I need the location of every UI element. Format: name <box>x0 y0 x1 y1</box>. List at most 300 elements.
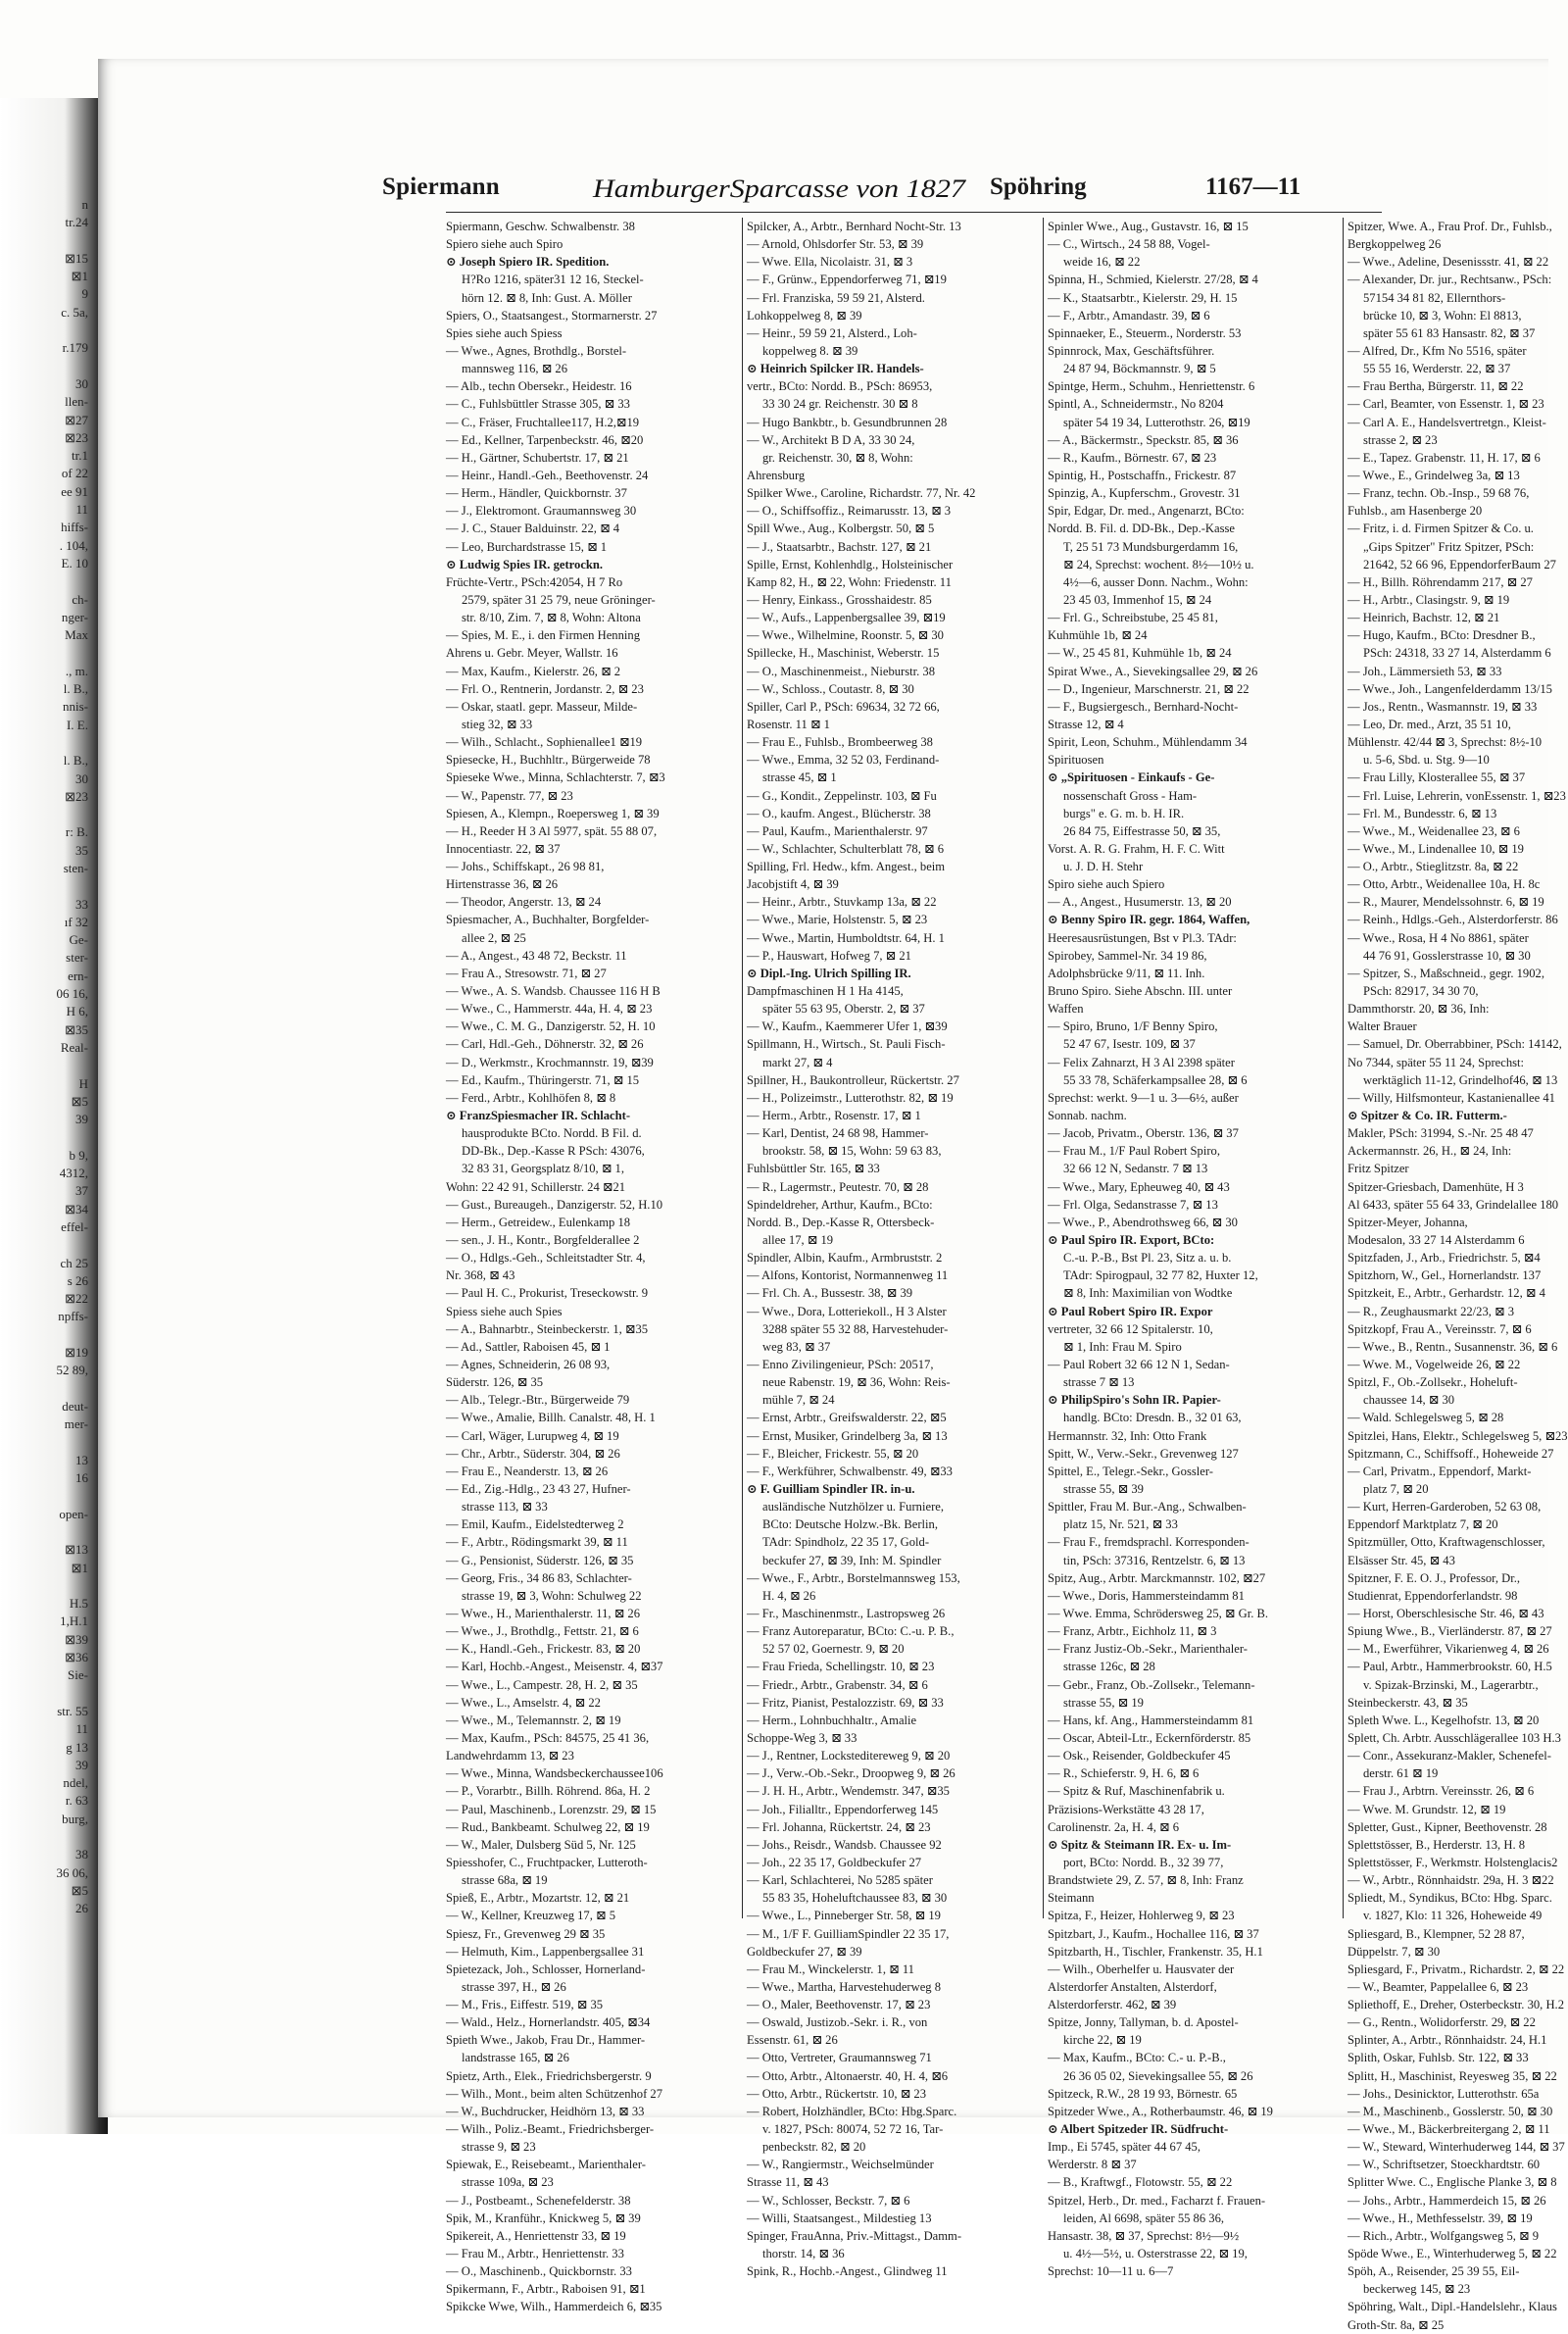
sparcasse-logo <box>583 162 975 211</box>
directory-entry-line: Nordd. B. Fil. d. DD-Bk., Dep.-Kasse <box>1048 521 1235 536</box>
directory-entry-line: Goldbeckufer 27, ⊠ 39 <box>747 1944 862 1959</box>
directory-entry-line: — Otto, Arbtr., Weidenallee 10a, H. 8c <box>1348 877 1541 892</box>
directory-entry-line: Spitzeck, R.W., 28 19 93, Börnestr. 65 <box>1048 2086 1238 2101</box>
directory-entry-line: — Oskar, staatl. gepr. Masseur, Milde- <box>446 699 638 714</box>
directory-entry-line: hörn 12. ⊠ 8, Inh: Gust. A. Möller <box>462 290 632 305</box>
directory-entry-line: — Wwe., Emma, 32 52 03, Ferdinand- <box>747 753 940 768</box>
directory-entry-line: Spikermann, F., Arbtr., Raboisen 91, ⊠1 <box>446 2282 646 2297</box>
previous-page-fragment-line: ch- <box>72 591 88 607</box>
directory-entry-line: — Paul, Arbtr., Hammerbrookstr. 60, H.5 <box>1348 1660 1552 1674</box>
previous-page-fragment-line: Real- <box>60 1039 88 1055</box>
directory-entry-line: — W., Beamter, Pappelallee 6, ⊠ 23 <box>1348 1979 1529 1994</box>
directory-entry-line: — Franz Autoreparatur, BCto: C.-u. P. B., <box>747 1624 955 1639</box>
directory-entry-line: Spitzeder Wwe., A., Rotherbaumstr. 46, ⊠ 19 <box>1048 2104 1273 2118</box>
directory-entry-line: — R., Maurer, Mendelssohnstr. 6, ⊠ 19 <box>1348 895 1544 910</box>
previous-page-fragment-line: ⊠13 <box>65 1542 88 1558</box>
directory-entry-line: — Paul, Maschinenb., Lorenzstr. 29, ⊠ 15 <box>446 1802 657 1816</box>
directory-entry-line: strasse 9, ⊠ 23 <box>462 2140 536 2155</box>
directory-entry-line: Splettstösser, F., Werkmstr. Holstenglacis2 <box>1348 1855 1558 1869</box>
previous-page-fragment-line: effel- <box>61 1218 88 1234</box>
directory-entry-line: allee 2, ⊠ 25 <box>462 930 526 945</box>
directory-entry-line: — Otto, Arbtr., Altonaerstr. 40, H. 4, ⊠6 <box>747 2068 949 2083</box>
directory-entry-line: markt 27, ⊠ 4 <box>762 1055 833 1069</box>
directory-entry-line: — Paul Robert 32 66 12 N 1, Sedan- <box>1048 1358 1230 1371</box>
directory-entry-line: — Frau Lilly, Klosterallee 55, ⊠ 37 <box>1348 770 1526 785</box>
directory-column-3 <box>1048 218 1338 2279</box>
previous-page-fragment-line: 39 <box>75 1112 88 1127</box>
directory-entry-line: Essenstr. 61, ⊠ 26 <box>747 2033 838 2048</box>
directory-entry-line: Strasse 11, ⊠ 43 <box>747 2175 829 2190</box>
directory-entry-line: Spirituosen <box>1048 753 1104 768</box>
directory-entry-line: — Frau F., fremdsprachl. Korresponden- <box>1048 1535 1250 1550</box>
previous-page-fragment-line: ⊠36 <box>65 1650 88 1665</box>
directory-entry-line: — Alfons, Kontorist, Normannenweg 11 <box>747 1268 949 1283</box>
directory-entry-line: H?Ro 1216, später31 12 16, Steckel- <box>462 273 644 287</box>
previous-page-fragment-line <box>0 1487 88 1505</box>
header-last-entry: Spöhring <box>990 174 1087 200</box>
previous-page-fragment-line: g 13 <box>66 1739 88 1755</box>
directory-entry-line: später 54 19 34, Lutterothstr. 26, ⊠19 <box>1063 415 1250 429</box>
directory-entry-line: — sen., J. H., Kontr., Borgfelderallee 2 <box>446 1233 640 1248</box>
directory-entry-line: Spiesecke, H., Buchhltr., Bürgerweide 78 <box>446 753 651 768</box>
previous-page-fragment-line: ⊠35 <box>65 1021 88 1037</box>
directory-entry-line: Spitzkopf, Frau A., Vereinsstr. 7, ⊠ 6 <box>1348 1321 1532 1336</box>
directory-entry-line: Waffen <box>1048 1002 1084 1017</box>
directory-entry-line: weide 16, ⊠ 22 <box>1063 255 1141 270</box>
previous-page-fragment-line <box>0 1380 88 1398</box>
directory-entry-line: — C., Fräser, Fruchtallee117, H.2,⊠19 <box>446 415 640 429</box>
directory-entry-line: strasse 2, ⊠ 23 <box>1363 432 1438 447</box>
directory-entry-line: — Hans, kf. Ang., Hammersteindamm 81 <box>1048 1713 1254 1727</box>
previous-page-fragment-line: 35 <box>75 842 88 858</box>
directory-entry-line: — Wwe. M. Grundstr. 12, ⊠ 19 <box>1348 1802 1506 1816</box>
directory-entry-line: TAdr: Spirogpaul, 32 77 82, Huxter 12, <box>1063 1268 1258 1283</box>
previous-page-fragment-line: ster- <box>66 950 88 966</box>
directory-entry-line: später 55 63 95, Oberstr. 2, ⊠ 37 <box>762 1002 925 1017</box>
directory-entry-line: — Gust., Bureaugeh., Danzigerstr. 52, H.10 <box>446 1197 663 1212</box>
directory-entry-line: Nr. 368, ⊠ 43 <box>446 1268 515 1283</box>
directory-entry-line: thorstr. 14, ⊠ 36 <box>762 2247 845 2261</box>
directory-entry-line: — F., Bugsiergesch., Bernhard-Nocht- <box>1048 699 1239 714</box>
directory-entry-line: — Wwe., L., Campestr. 28, H. 2, ⊠ 35 <box>446 1677 638 1692</box>
directory-entry-line: — F., Arbtr., Rödingsmarkt 39, ⊠ 11 <box>446 1535 628 1550</box>
directory-entry-line: — D., Ingenieur, Marschnerstr. 21, ⊠ 22 <box>1048 681 1250 696</box>
directory-entry-line: vertr., BCto: Nordd. B., PSch: 86953, <box>747 379 933 394</box>
directory-entry-line: — W., Schlosser, Beckstr. 7, ⊠ 6 <box>747 2193 910 2208</box>
directory-entry-line: — R., Kaufm., Börnestr. 67, ⊠ 23 <box>1048 450 1217 465</box>
directory-entry-line: — M., Fris., Eiffestr. 519, ⊠ 35 <box>446 1998 604 2012</box>
directory-entry-line: Spinger, FrauAnna, Priv.-Mittagst., Damm- <box>747 2228 962 2243</box>
previous-page-fragment-line: E. 10 <box>61 555 88 571</box>
directory-entry-line: — Johs., Schiffskapt., 26 98 81, <box>446 860 605 874</box>
directory-entry-line: — Wwe., H., Marienthalerstr. 11, ⊠ 26 <box>446 1606 641 1620</box>
directory-entry-line: Alsterdorferstr. 462, ⊠ 39 <box>1048 1998 1177 2012</box>
directory-entry-line: Spirobey, Sammel-Nr. 34 19 86, <box>1048 948 1207 963</box>
directory-entry-line: ⊙ F. Guilliam Spindler IR. in-u. <box>747 1481 915 1496</box>
column-divider <box>1343 218 1344 1918</box>
previous-page-fragment-line: Sie- <box>68 1667 88 1683</box>
directory-entry-line: — G., Rentn., Wolidorferstr. 29, ⊠ 22 <box>1348 2015 1536 2030</box>
directory-entry-line: — Wwe., A. S. Wandsb. Chaussee 116 H B <box>446 984 661 999</box>
directory-entry-line: v. 1827, PSch: 80074, 52 72 16, Tar- <box>762 2122 944 2137</box>
directory-entry-line: platz 15, Nr. 521, ⊠ 33 <box>1063 1517 1178 1532</box>
directory-entry-line: Dammthorstr. 20, ⊠ 36, Inh: <box>1348 1002 1490 1017</box>
directory-entry-line: — Heinr., Arbtr., Stuvkamp 13a, ⊠ 22 <box>747 895 937 910</box>
directory-entry-line: — Joh., Filialltr., Eppendorferweg 145 <box>747 1802 939 1816</box>
directory-entry-line: Spöde Wwe., E., Winterhuderweg 5, ⊠ 22 <box>1348 2247 1557 2261</box>
directory-entry-line: — Wwe., Minna, Wandsbeckerchaussee106 <box>446 1766 663 1781</box>
directory-entry-line: — Frau Frieda, Schellingstr. 10, ⊠ 23 <box>747 1660 935 1674</box>
previous-page-fragment-line: 33 <box>75 896 88 912</box>
directory-entry-line: — A., Bahnarbtr., Steinbeckerstr. 1, ⊠35 <box>446 1321 649 1336</box>
directory-entry-line: Spitzer-Meyer, Johanna, <box>1348 1215 1468 1229</box>
directory-entry-line: weg 83, ⊠ 37 <box>762 1339 831 1354</box>
directory-entry-line: Alsterdorfer Anstalten, Alsterdorf, <box>1048 1979 1217 1994</box>
directory-entry-line: — Wwe., E., Grindelweg 3a, ⊠ 13 <box>1348 468 1520 482</box>
directory-entry-line: derstr. 61 ⊠ 19 <box>1363 1766 1439 1781</box>
directory-entry-line: — Wwe., Mary, Epheuweg 40, ⊠ 43 <box>1048 1179 1230 1194</box>
previous-page-fragment-line: ⊠5 <box>71 1093 88 1109</box>
directory-entry-line: — Reinh., Hdlgs.-Geh., Alsterdorferstr. 86 <box>1348 913 1558 927</box>
directory-entry-line: allee 17, ⊠ 19 <box>762 1233 834 1248</box>
directory-entry-line: — Wwe., L., Pinneberger Str. 58, ⊠ 19 <box>747 1909 941 1923</box>
directory-entry-line: — W., Rangiermstr., Weichselmünder <box>747 2158 934 2172</box>
directory-entry-line: Hirtenstrasse 36, ⊠ 26 <box>446 877 559 892</box>
directory-entry-line: — Johs., Reisdr., Wandsb. Chaussee 92 <box>747 1837 942 1852</box>
directory-entry-line: — Friedr., Arbtr., Grabenstr. 34, ⊠ 6 <box>747 1677 928 1692</box>
directory-entry-line: 26 36 05 02, Sievekingsallee 55, ⊠ 26 <box>1063 2068 1253 2083</box>
directory-entry-line: — O., Arbtr., Stieglitzstr. 8a, ⊠ 22 <box>1348 860 1519 874</box>
previous-page-fragment-line <box>0 1828 88 1846</box>
directory-entry-line: — Franz Justiz-Ob.-Sekr., Marienthaler- <box>1048 1642 1248 1657</box>
directory-entry-line: — Felix Zahnarzt, H 3 Al 2398 später <box>1048 1055 1235 1069</box>
directory-entry-line: — H., Polizeimstr., Lutterothstr. 82, ⊠ 19 <box>747 1090 954 1105</box>
directory-entry-line: Schoppe-Weg 3, ⊠ 33 <box>747 1730 858 1745</box>
previous-page-fragment-line: ⊠15 <box>65 250 88 266</box>
directory-entry-line: landstrasse 165, ⊠ 26 <box>462 2051 569 2065</box>
directory-entry-line: — Leo, Dr. med., Arzt, 35 51 10, <box>1348 717 1511 731</box>
directory-entry-line: — Wwe. M., Vogelweide 26, ⊠ 22 <box>1348 1358 1521 1371</box>
directory-entry-line: Hansastr. 38, ⊠ 37, Sprechst: 8½—9½ <box>1048 2228 1240 2243</box>
directory-entry-line: — G., Kondit., Zeppelinstr. 103, ⊠ Fu <box>747 788 937 803</box>
directory-entry-line: später 55 61 83 Hansastr. 82, ⊠ 37 <box>1363 325 1536 340</box>
directory-entry-line: — Wilh., Schlacht., Sophienallee1 ⊠19 <box>446 735 643 750</box>
directory-entry-line: Spitzel, Herb., Dr. med., Facharzt f. Frauen- <box>1048 2193 1266 2208</box>
directory-entry-line: — W., Aufs., Lappenbergsallee 39, ⊠19 <box>747 611 946 625</box>
previous-page-fragment-line: 38 <box>75 1847 88 1862</box>
directory-entry-line: tin, PSch: 37316, Rentzelstr. 6, ⊠ 13 <box>1063 1553 1246 1567</box>
previous-page-fragment-line <box>0 1523 88 1541</box>
directory-entry-line: — Willy, Hilfsmonteur, Kastanienallee 41 <box>1348 1090 1555 1105</box>
directory-entry-line: nossenschaft Gross - Ham- <box>1063 788 1198 803</box>
directory-entry-line: Spink, R., Hochb.-Angest., Glindweg 11 <box>747 2264 948 2279</box>
directory-entry-line: Landwehrdamm 13, ⊠ 23 <box>446 1749 574 1763</box>
directory-entry-line: Vorst. A. R. G. Frahm, H. F. C. Witt <box>1048 841 1225 856</box>
previous-page-fragment-line <box>0 877 88 895</box>
directory-entry-line: — D., Werkmstr., Krochmannstr. 19, ⊠39 <box>446 1055 654 1069</box>
directory-entry-line: — Paul, Kaufm., Marienthalerstr. 97 <box>747 823 928 838</box>
directory-entry-line: brücke 10, ⊠ 3, Wohn: El 8813, <box>1363 308 1522 323</box>
directory-entry-line: — Alb., Telegr.-Btr., Bürgerweide 79 <box>446 1393 630 1408</box>
previous-page-fragment-line: ee 91 <box>61 483 88 499</box>
directory-entry-line: Spitzer-Griesbach, Damenhüte, H 3 <box>1348 1179 1524 1194</box>
directory-entry-line: — H., Gärtner, Schubertstr. 17, ⊠ 21 <box>446 450 629 465</box>
directory-entry-line: BCto: Deutsche Holzw.-Bk. Berlin, <box>762 1517 938 1532</box>
directory-entry-line: Spöhring, Walt., Dipl.-Handelslehr., Klaus <box>1348 2300 1557 2314</box>
directory-entry-line: Spinna, H., Schmied, Kielerstr. 27/28, ⊠ 4 <box>1048 273 1258 287</box>
directory-entry-line: Spliethoff, E., Dreher, Osterbeckstr. 30, H.2 <box>1348 1998 1565 2012</box>
directory-entry-line: — Carl, Privatm., Eppendorf, Markt- <box>1348 1464 1532 1478</box>
directory-entry-line: — Henry, Einkass., Grosshaidestr. 85 <box>747 592 932 607</box>
previous-page-fragment-line <box>0 1057 88 1074</box>
directory-entry-line: — O., Maschinenb., Quickbornstr. 33 <box>446 2264 632 2279</box>
previous-page-fragment-line: r: B. <box>65 824 88 840</box>
directory-entry-line: — Frau J., Arbtrn. Vereinsstr. 26, ⊠ 6 <box>1348 1784 1535 1799</box>
previous-page-fragment-line: r.179 <box>62 340 88 356</box>
directory-entry-line: — Agnes, Schneiderin, 26 08 93, <box>446 1358 611 1371</box>
directory-entry-line: — M., Maschinenb., Gosslerstr. 50, ⊠ 30 <box>1348 2104 1553 2118</box>
previous-page-fragment-line: ⊠1 <box>71 1560 88 1575</box>
directory-entry-line: — Frl. O., Rentnerin, Jordanstr. 2, ⊠ 23 <box>446 681 644 696</box>
previous-page-fragment-line <box>0 1433 88 1451</box>
directory-entry-line: 24 87 94, Böckmannstr. 9, ⊠ 5 <box>1063 362 1216 376</box>
header-rule <box>446 212 1382 213</box>
directory-entry-line: — Kurt, Herren-Garderoben, 52 63 08, <box>1348 1500 1542 1515</box>
directory-entry-line: 33 30 24 gr. Reichenstr. 30 ⊠ 8 <box>762 397 918 412</box>
directory-column-2 <box>747 218 1037 2279</box>
directory-entry-line: Fuhlsbüttler Str. 165, ⊠ 33 <box>747 1162 880 1176</box>
previous-page-fragment-line: ⊠34 <box>65 1201 88 1217</box>
previous-page-fragment-line: H <box>78 1075 88 1091</box>
directory-entry-line: Spitt, W., Verw.-Sekr., Grevenweg 127 <box>1048 1446 1239 1461</box>
previous-page-fragment-line: 26 <box>75 1901 88 1916</box>
previous-page-fragment-line: 39 <box>75 1757 88 1772</box>
directory-entry-line: Spiro siehe auch Spiero <box>1048 877 1165 892</box>
directory-entry-line: neue Rabenstr. 19, ⊠ 36, Wohn: Reis- <box>762 1375 951 1390</box>
previous-page-fragment-line: mer- <box>64 1416 88 1432</box>
directory-entry-line: Spietz, Arth., Elek., Friedrichsbergerstr. 9 <box>446 2068 652 2083</box>
directory-entry-line: — Frau E., Fuhlsb., Brombeerweg 38 <box>747 735 933 750</box>
directory-entry-line: — H., Billh. Röhrendamm 217, ⊠ 27 <box>1348 574 1533 589</box>
page-number: 1167—11 <box>1205 174 1301 200</box>
directory-entry-line: Elsässer Str. 45, ⊠ 43 <box>1348 1553 1455 1567</box>
previous-page-fragment-line: open- <box>59 1506 88 1521</box>
directory-entry-line: ⊙ Paul Robert Spiro IR. Expor <box>1048 1304 1213 1318</box>
directory-entry-line: — O., Maler, Beethovenstr. 17, ⊠ 23 <box>747 1998 931 2012</box>
directory-entry-line: Spillecke, H., Maschinist, Weberstr. 15 <box>747 646 940 661</box>
directory-entry-line: — W., Papenstr. 77, ⊠ 23 <box>446 788 573 803</box>
directory-entry-line: Spir, Edgar, Dr. med., Angenarzt, BCto: <box>1048 504 1245 519</box>
directory-entry-line: — Wwe., P., Abendrothsweg 66, ⊠ 30 <box>1048 1215 1238 1229</box>
previous-page-fragment-line: 52 89, <box>56 1363 88 1378</box>
directory-entry-line: — Ernst, Arbtr., Greifswalderstr. 22, ⊠5 <box>747 1411 947 1425</box>
directory-entry-line: — Leo, Burchardstrasse 15, ⊠ 1 <box>446 539 608 554</box>
directory-entry-line: — Theodor, Angerstr. 13, ⊠ 24 <box>446 895 602 910</box>
directory-entry-line: — Ed., Kaufm., Thüringerstr. 71, ⊠ 15 <box>446 1072 640 1087</box>
directory-entry-line: Spill Wwe., Aug., Kolbergstr. 50, ⊠ 5 <box>747 521 935 536</box>
directory-entry-line: — Wilh., Poliz.-Beamt., Friedrichsberger- <box>446 2122 655 2137</box>
directory-entry-line: Steinbeckerstr. 43, ⊠ 35 <box>1348 1695 1468 1710</box>
previous-page-fragment-line <box>0 1326 88 1344</box>
previous-page-fragment-line: ⊠23 <box>65 788 88 804</box>
directory-entry-line: — J., Elektromont. Graumannsweg 30 <box>446 504 637 519</box>
directory-entry-line: — W., Arbtr., Rönnhaidstr. 29a, H. 3 ⊠22 <box>1348 1873 1554 1888</box>
directory-entry-line: — K., Staatsarbtr., Kielerstr. 29, H. 15 <box>1048 290 1238 305</box>
directory-entry-line: — Wwe., M., Lindenallee 10, ⊠ 19 <box>1348 841 1524 856</box>
directory-entry-line: — Wwe., Marie, Holstenstr. 5, ⊠ 23 <box>747 913 928 927</box>
previous-page-fragment-line: tr.24 <box>65 215 88 230</box>
directory-entry-line: Düppelstr. 7, ⊠ 30 <box>1348 1944 1441 1959</box>
directory-entry-line: Spinler Wwe., Aug., Gustavstr. 16, ⊠ 15 <box>1048 220 1249 233</box>
directory-entry-line: — Horst, Oberschlesische Str. 46, ⊠ 43 <box>1348 1606 1544 1620</box>
directory-entry-line: ⊙ Spitzer & Co. IR. Futterm.- <box>1348 1109 1507 1123</box>
directory-entry-line: — Frl. Luise, Lehrerin, vonEssenstr. 1, ⊠23 <box>1348 788 1566 803</box>
previous-page-fragment-line: r. 63 <box>65 1793 88 1809</box>
directory-entry-line: Spinnrock, Max, Geschäftsführer. <box>1048 343 1215 358</box>
directory-entry-line: v. 1827, Klo: 11 326, Hoheweide 49 <box>1363 1909 1543 1923</box>
directory-entry-line: Spiesmacher, A., Buchhalter, Borgfelder- <box>446 913 650 927</box>
directory-entry-line: — Wald. Schlegelsweg 5, ⊠ 28 <box>1348 1411 1504 1425</box>
directory-entry-line: Spindeldreher, Arthur, Kaufm., BCto: <box>747 1197 933 1212</box>
directory-entry-line: — Wwe., M., Weidenallee 23, ⊠ 6 <box>1348 823 1520 838</box>
previous-page-fragment-line: b 9, <box>69 1147 88 1163</box>
directory-entry-line: Makler, PSch: 31994, S.-Nr. 25 48 47 <box>1348 1126 1534 1141</box>
directory-entry-line: — Wald., Helz., Hornerlandstr. 405, ⊠34 <box>446 2015 651 2030</box>
directory-entry-line: Spliedt, M., Syndikus, BCto: Hbg. Sparc. <box>1348 1891 1552 1906</box>
directory-entry-line: — W., Schlachter, Schulterblatt 78, ⊠ 6 <box>747 841 945 856</box>
directory-entry-line: Spillner, H., Baukontrolleur, Rückertstr. 27 <box>747 1072 959 1087</box>
directory-entry-line: — R., Lagermstr., Peutestr. 70, ⊠ 28 <box>747 1179 929 1194</box>
directory-entry-line: — Heinr., Handl.-Geh., Beethovenstr. 24 <box>446 468 649 482</box>
directory-entry-line: strasse 19, ⊠ 3, Wohn: Schulweg 22 <box>462 1588 642 1603</box>
directory-entry-line: Spiess siehe auch Spies <box>446 1304 563 1318</box>
directory-entry-line: Werderstr. 8 ⊠ 37 <box>1048 2158 1137 2172</box>
directory-entry-line: Spinzig, A., Kupferschm., Grovestr. 31 <box>1048 486 1241 501</box>
directory-entry-line: Spiesz, Fr., Grevenweg 29 ⊠ 35 <box>446 1926 606 1941</box>
directory-entry-line: Spöh, A., Reisender, 25 39 55, Eil- <box>1348 2264 1520 2279</box>
directory-entry-line: Spittler, Frau M. Bur.-Ang., Schwalben- <box>1048 1500 1247 1515</box>
directory-entry-line: — O., Schiffsoffiz., Reimarusstr. 13, ⊠ 3 <box>747 504 952 519</box>
directory-entry-line: — O., Hdlgs.-Geh., Schleitstadter Str. 4, <box>446 1251 646 1266</box>
directory-entry-line: Spletter, Gust., Kipner, Beethovenstr. 28 <box>1348 1819 1547 1834</box>
directory-entry-line: Spitzfaden, J., Arb., Friedrichstr. 5, ⊠4 <box>1348 1251 1541 1266</box>
directory-entry-line: strasse 7 ⊠ 13 <box>1063 1375 1135 1390</box>
directory-entry-line: Spleth Wwe. L., Kegelhofstr. 13, ⊠ 20 <box>1348 1713 1540 1727</box>
directory-entry-line: Fritz Spitzer <box>1348 1162 1409 1176</box>
directory-entry-line: — Wwe., Wilhelmine, Roonstr. 5, ⊠ 30 <box>747 628 944 643</box>
directory-entry-line: — Frau M., Winckelerstr. 1, ⊠ 11 <box>747 1962 914 1976</box>
directory-entry-line: hausprodukte BCto. Nordd. B Fil. d. <box>462 1126 642 1141</box>
previous-page-fragment-line: 9 <box>81 286 88 302</box>
previous-page-fragment-line: tr.1 <box>72 448 88 464</box>
directory-entry-line: — Osk., Reisender, Goldbeckufer 45 <box>1048 1749 1231 1763</box>
directory-entry-line: port, BCto: Nordd. B., 32 39 77, <box>1063 1855 1224 1869</box>
directory-entry-line: strasse 55, ⊠ 39 <box>1063 1481 1144 1496</box>
previous-page-fragment-line: of 22 <box>61 466 88 481</box>
previous-page-fragment-line: H.5 <box>69 1596 88 1612</box>
previous-page-fragment-line: ⊠1 <box>71 269 88 284</box>
directory-entry-line: Sonnab. nachm. <box>1048 1109 1127 1123</box>
directory-entry-line: Splett, Ch. Arbtr. Ausschlägerallee 103 H.3 <box>1348 1730 1561 1745</box>
directory-entry-line: — Frl. Franziska, 59 59 21, Alsterd. <box>747 290 925 305</box>
directory-entry-line: Spieß, E., Arbtr., Mozartstr. 12, ⊠ 21 <box>446 1891 630 1906</box>
directory-entry-line: — W., Architekt B D A, 33 30 24, <box>747 432 915 447</box>
directory-entry-line: Spiero siehe auch Spiro <box>446 237 564 252</box>
directory-entry-line: Walter Brauer <box>1348 1019 1417 1034</box>
directory-entry-line: — G., Pensionist, Süderstr. 126, ⊠ 35 <box>446 1553 634 1567</box>
directory-entry-line: — Wwe., M., Bäckerbreitergang 2, ⊠ 11 <box>1348 2122 1550 2137</box>
directory-entry-line: ausländische Nutzhölzer u. Furniere, <box>762 1500 944 1515</box>
directory-entry-line: Spiller, Carl P., PSch: 69634, 32 72 66, <box>747 699 940 714</box>
directory-entry-line: — Otto, Arbtr., Rückertstr. 10, ⊠ 23 <box>747 2086 927 2101</box>
directory-entry-line: mannsweg 116, ⊠ 26 <box>462 362 568 376</box>
directory-entry-line: ⊙ Joseph Spiero IR. Spedition. <box>446 255 610 270</box>
directory-entry-line: — Wwe., C. M. G., Danzigerstr. 52, H. 10 <box>446 1019 656 1034</box>
directory-entry-line: — Karl, Schlachterei, No 5285 später <box>747 1873 933 1888</box>
directory-entry-line: — Paul H. C., Prokurist, Treseckowstr. 9 <box>446 1286 649 1301</box>
directory-entry-line: beckufer 27, ⊠ 39, Inh: M. Spindler <box>762 1553 942 1567</box>
directory-entry-line: — Karl, Dentist, 24 68 98, Hammer- <box>747 1126 929 1141</box>
directory-entry-line: — Wwe., Joh., Langenfelderdamm 13/15 <box>1348 681 1552 696</box>
directory-entry-line: ⊙ Ludwig Spies IR. getrockn. <box>446 557 604 571</box>
directory-entry-line: 55 55 16, Werderstr. 22, ⊠ 37 <box>1363 362 1511 376</box>
previous-page-fragment-line <box>0 1236 88 1254</box>
previous-page-fragment-line: ., m. <box>65 663 88 678</box>
previous-page-fragment-line: I. E. <box>66 717 88 732</box>
directory-entry-line: — Oscar, Abteil-Ltr., Eckernförderstr. 85 <box>1048 1730 1251 1745</box>
directory-column-4 <box>1348 218 1568 2332</box>
directory-entry-line: Kamp 82, H., ⊠ 22, Wohn: Friedenstr. 11 <box>747 574 952 589</box>
previous-page-fragment-line: 11 <box>75 502 88 518</box>
directory-entry-line: — Wwe., Dora, Lotteriekoll., H 3 Alster <box>747 1304 947 1318</box>
directory-entry-line: — Rich., Arbtr., Wolfgangsweg 5, ⊠ 9 <box>1348 2228 1540 2243</box>
directory-entry-line: — P., Vorarbtr., Billh. Röhrend. 86a, H. 2 <box>446 1784 651 1799</box>
previous-page-fragment-line: npffs- <box>58 1309 88 1324</box>
directory-entry-line: Splith, Oskar, Fuhlsb. Str. 122, ⊠ 33 <box>1348 2051 1529 2065</box>
directory-entry-line: Spies siehe auch Spiess <box>446 325 563 340</box>
directory-entry-line: u. J. D. H. Stehr <box>1063 860 1144 874</box>
directory-entry-line: DD-Bk., Dep.-Kasse R PSch: 43076, <box>462 1144 645 1159</box>
directory-entry-line: — Oswald, Justizob.-Sekr. i. R., von <box>747 2015 928 2030</box>
directory-entry-line: TAdr: Spindholz, 22 35 17, Gold- <box>762 1535 930 1550</box>
directory-entry-line: H. 4, ⊠ 26 <box>762 1588 816 1603</box>
directory-entry-line: — W., Schriftsetzer, Stoeckhardtstr. 60 <box>1348 2158 1541 2172</box>
directory-entry-line: — Frau M., Arbtr., Henriettenstr. 33 <box>446 2247 624 2261</box>
directory-entry-line: — F., Arbtr., Amandastr. 39, ⊠ 6 <box>1048 308 1210 323</box>
directory-entry-line: Spliesgard, B., Klempner, 52 28 87, <box>1348 1926 1525 1941</box>
previous-page-fragment-line: 30 <box>75 375 88 391</box>
directory-entry-line: — Frl. G., Schreibstube, 25 45 81, <box>1048 611 1218 625</box>
previous-page-fragment-line: ⊠22 <box>65 1291 88 1307</box>
directory-entry-line: 32 66 12 N, Sedanstr. 7 ⊠ 13 <box>1063 1162 1208 1176</box>
previous-page-fragment-line: llen- <box>65 394 88 410</box>
directory-entry-line: — F., Bleicher, Frickestr. 55, ⊠ 20 <box>747 1446 919 1461</box>
directory-entry-line: — Jacob, Privatm., Oberstr. 136, ⊠ 37 <box>1048 1126 1239 1141</box>
directory-entry-line: — W., Kellner, Kreuzweg 17, ⊠ 5 <box>446 1909 616 1923</box>
directory-entry-line: strasse 45, ⊠ 1 <box>762 770 837 785</box>
directory-entry-line: — Helmuth, Kim., Lappenbergsallee 31 <box>446 1944 645 1959</box>
directory-entry-line: — Robert, Holzhändler, BCto: Hbg.Sparc. <box>747 2104 957 2118</box>
directory-entry-line: — Wwe., F., Arbtr., Borstelmannsweg 153, <box>747 1570 960 1585</box>
directory-entry-line: — Frau E., Neanderstr. 13, ⊠ 26 <box>446 1464 609 1478</box>
directory-entry-line: — Herm., Getreidew., Eulenkamp 18 <box>446 1215 631 1229</box>
directory-entry-line: Spiewak, E., Reisebeamt., Marienthaler- <box>446 2158 646 2172</box>
directory-entry-line: — Samuel, Dr. Oberrabbiner, PSch: 14142, <box>1348 1037 1562 1052</box>
directory-entry-line: Eppendorf Marktplatz 7, ⊠ 20 <box>1348 1517 1498 1532</box>
directory-entry-line: — Otto, Vertreter, Graumannsweg 71 <box>747 2051 932 2065</box>
directory-entry-line: handlg. BCto: Dresdn. B., 32 01 63, <box>1063 1411 1242 1425</box>
directory-entry-line: 55 33 78, Schäferkampsallee 28, ⊠ 6 <box>1063 1072 1248 1087</box>
